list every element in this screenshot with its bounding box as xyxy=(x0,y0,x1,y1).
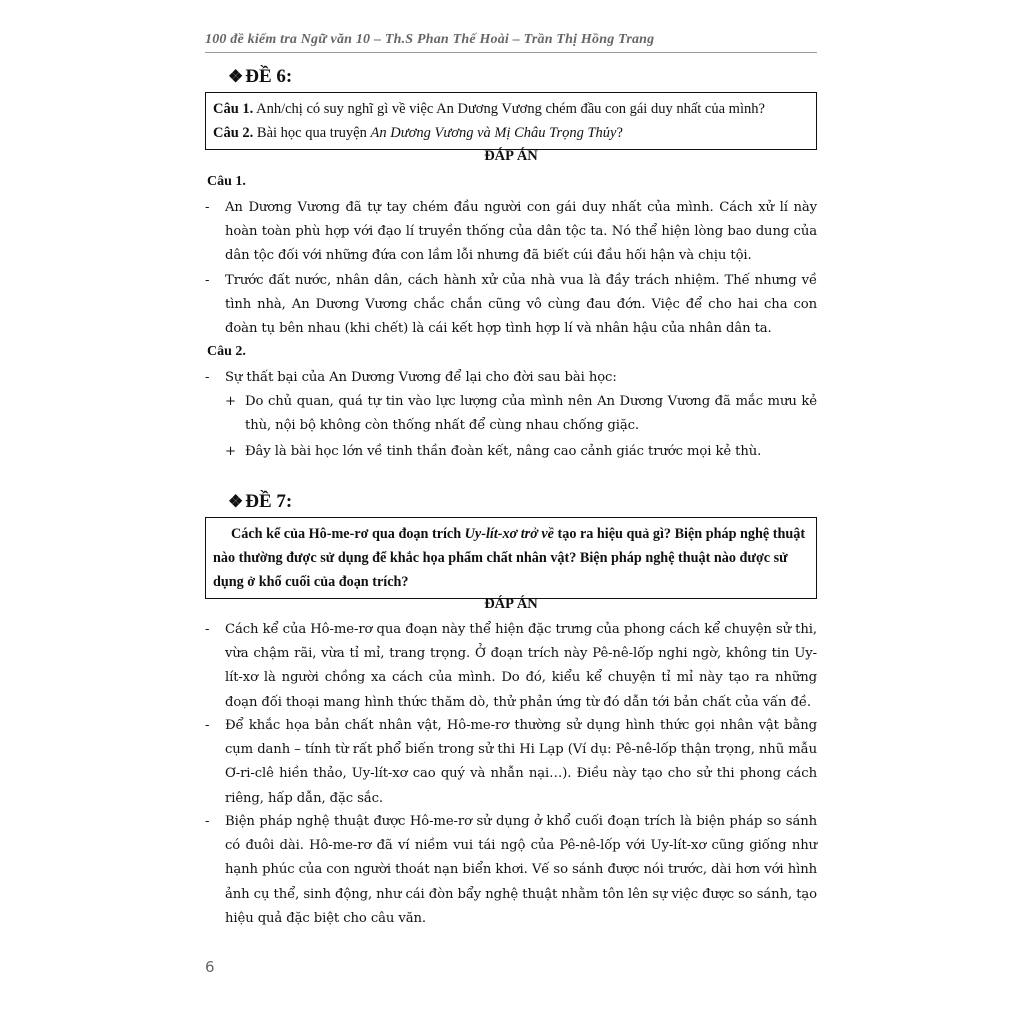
diamond-bullet-icon: ❖ xyxy=(228,492,244,511)
running-header: 100 đề kiểm tra Ngữ văn 10 – Th.S Phan Thế Hoài – Trần Thị Hồng Trang xyxy=(205,32,817,53)
section-title-de6 xyxy=(228,66,292,88)
list-item: - Để khắc họa bản chất nhân vật, Hô-me-rơ thường sử dụng hình thức gọi nhân vật bằng cụm danh – tính từ rất phổ biến trong sử thi Hi Lạp (Ví dụ: Pê-nê-lốp thận trọng, nhũ mẫu Ơ-ri-clê hiền thảo, Uy-lít-xơ cao quý và nhẫn nại…). Điều này tạo cho sử thi phong cách riêng, hấp dẫn, đặc sắc. xyxy=(205,714,817,811)
list-item: - Cách kể của Hô-me-rơ qua đoạn này thể hiện đặc trưng của phong cách kể chuyện sử thi, vừa chậm rãi, vừa tỉ mỉ, trang trọng. Ở đoạn trích này Pê-nê-lốp nghi ngờ, không tin Uy-lít-xơ là người chồng xa cách của mình. Do đó, kiểu kể chuyện tỉ mỉ này tạo ra những đoạn đối thoại mang hình thức thăm dò, thử phản ứng từ đó dẫn tới bản chất của vấn đề. xyxy=(205,618,817,715)
section-title-text: ĐỀ 6: xyxy=(245,66,293,87)
section-title-text: ĐỀ 7: xyxy=(245,491,293,512)
answer-label-cau2: Câu 2. xyxy=(207,344,246,359)
page-number: 6 xyxy=(205,958,215,976)
list-item: - Biện pháp nghệ thuật được Hô-me-rơ sử dụng ở khổ cuối đoạn trích là biện pháp so sánh có đuôi dài. Hô-me-rơ đã ví niềm vui tái ngộ của Pê-nê-lốp với Uy-lít-xơ cũng giống như hạnh phúc của con người thoát nạn biển khơi. Vế so sánh được nói trước, dài hơn với hình ảnh cụ thể, sinh động, như cái đòn bẩy nghệ thuật nhằm tôn lên sự việc được so sánh, tạo hiệu quả đặc biệt cho câu văn. xyxy=(205,810,817,931)
sub-list-item: + Đây là bài học lớn về tinh thần đoàn kết, nâng cao cảnh giác trước mọi kẻ thù. xyxy=(225,440,817,464)
dash-bullet-icon: - xyxy=(205,622,210,637)
diamond-bullet-icon: ❖ xyxy=(228,67,244,86)
question-2: Câu 2. Bài học qua truyện An Dương Vương và Mị Châu Trọng Thủy? xyxy=(213,125,623,141)
list-item: - An Dương Vương đã tự tay chém đầu người con gái duy nhất của mình. Cách xử lí này hoàn toàn phù hợp với đạo lí truyền thống của dân tộc ta. Nó thể hiện lòng bao dung của dân tộc đối với những đứa con lầm lỗi nhưng đã biết cúi đầu hối hận và chịu tội. xyxy=(205,196,817,269)
answer-label-cau1: Câu 1. xyxy=(207,174,246,189)
dash-bullet-icon: - xyxy=(205,814,210,829)
list-item: - Sự thất bại của An Dương Vương để lại cho đời sau bài học: xyxy=(205,366,817,390)
list-item: - Trước đất nước, nhân dân, cách hành xử của nhà vua là đầy trách nhiệm. Thế nhưng về tình nhà, An Dương Vương chắc chắn cũng vô cùng đau đớn. Việc để cho hai cha con đoàn tụ bên nhau (khi chết) là cái kết hợp tình hợp lí và nhân hậu của nhân dân ta. xyxy=(205,269,817,342)
dash-bullet-icon: - xyxy=(205,200,210,215)
sub-list-item: + Do chủ quan, quá tự tin vào lực lượng của mình nên An Dương Vương đã mắc mưu kẻ thù, nội bộ không còn thống nhất để cùng nhau chống giặc. xyxy=(225,390,817,438)
question-box-de7 xyxy=(205,517,817,599)
section-title-de7 xyxy=(228,491,292,513)
question-text: Cách kể của Hô-me-rơ qua đoạn trích Uy-lít-xơ trở về tạo ra hiệu quả gì? Biện pháp nghệ thuật nào thường được sử dụng để khắc họa phẩm chất nhân vật? Biện pháp nghệ thuật nào được sử dụng ở khổ cuối của đoạn trích? xyxy=(213,526,806,590)
plus-bullet-icon: + xyxy=(225,444,236,459)
answer-title-de7: ĐÁP ÁN xyxy=(484,596,538,612)
plus-bullet-icon: + xyxy=(225,394,236,409)
dash-bullet-icon: - xyxy=(205,718,210,733)
dash-bullet-icon: - xyxy=(205,273,210,288)
dash-bullet-icon: - xyxy=(205,370,210,385)
answer-title-de6: ĐÁP ÁN xyxy=(484,148,538,164)
question-box-de6 xyxy=(205,92,817,150)
question-1: Câu 1. Anh/chị có suy nghĩ gì về việc An Dương Vương chém đầu con gái duy nhất của mình? xyxy=(213,101,765,117)
